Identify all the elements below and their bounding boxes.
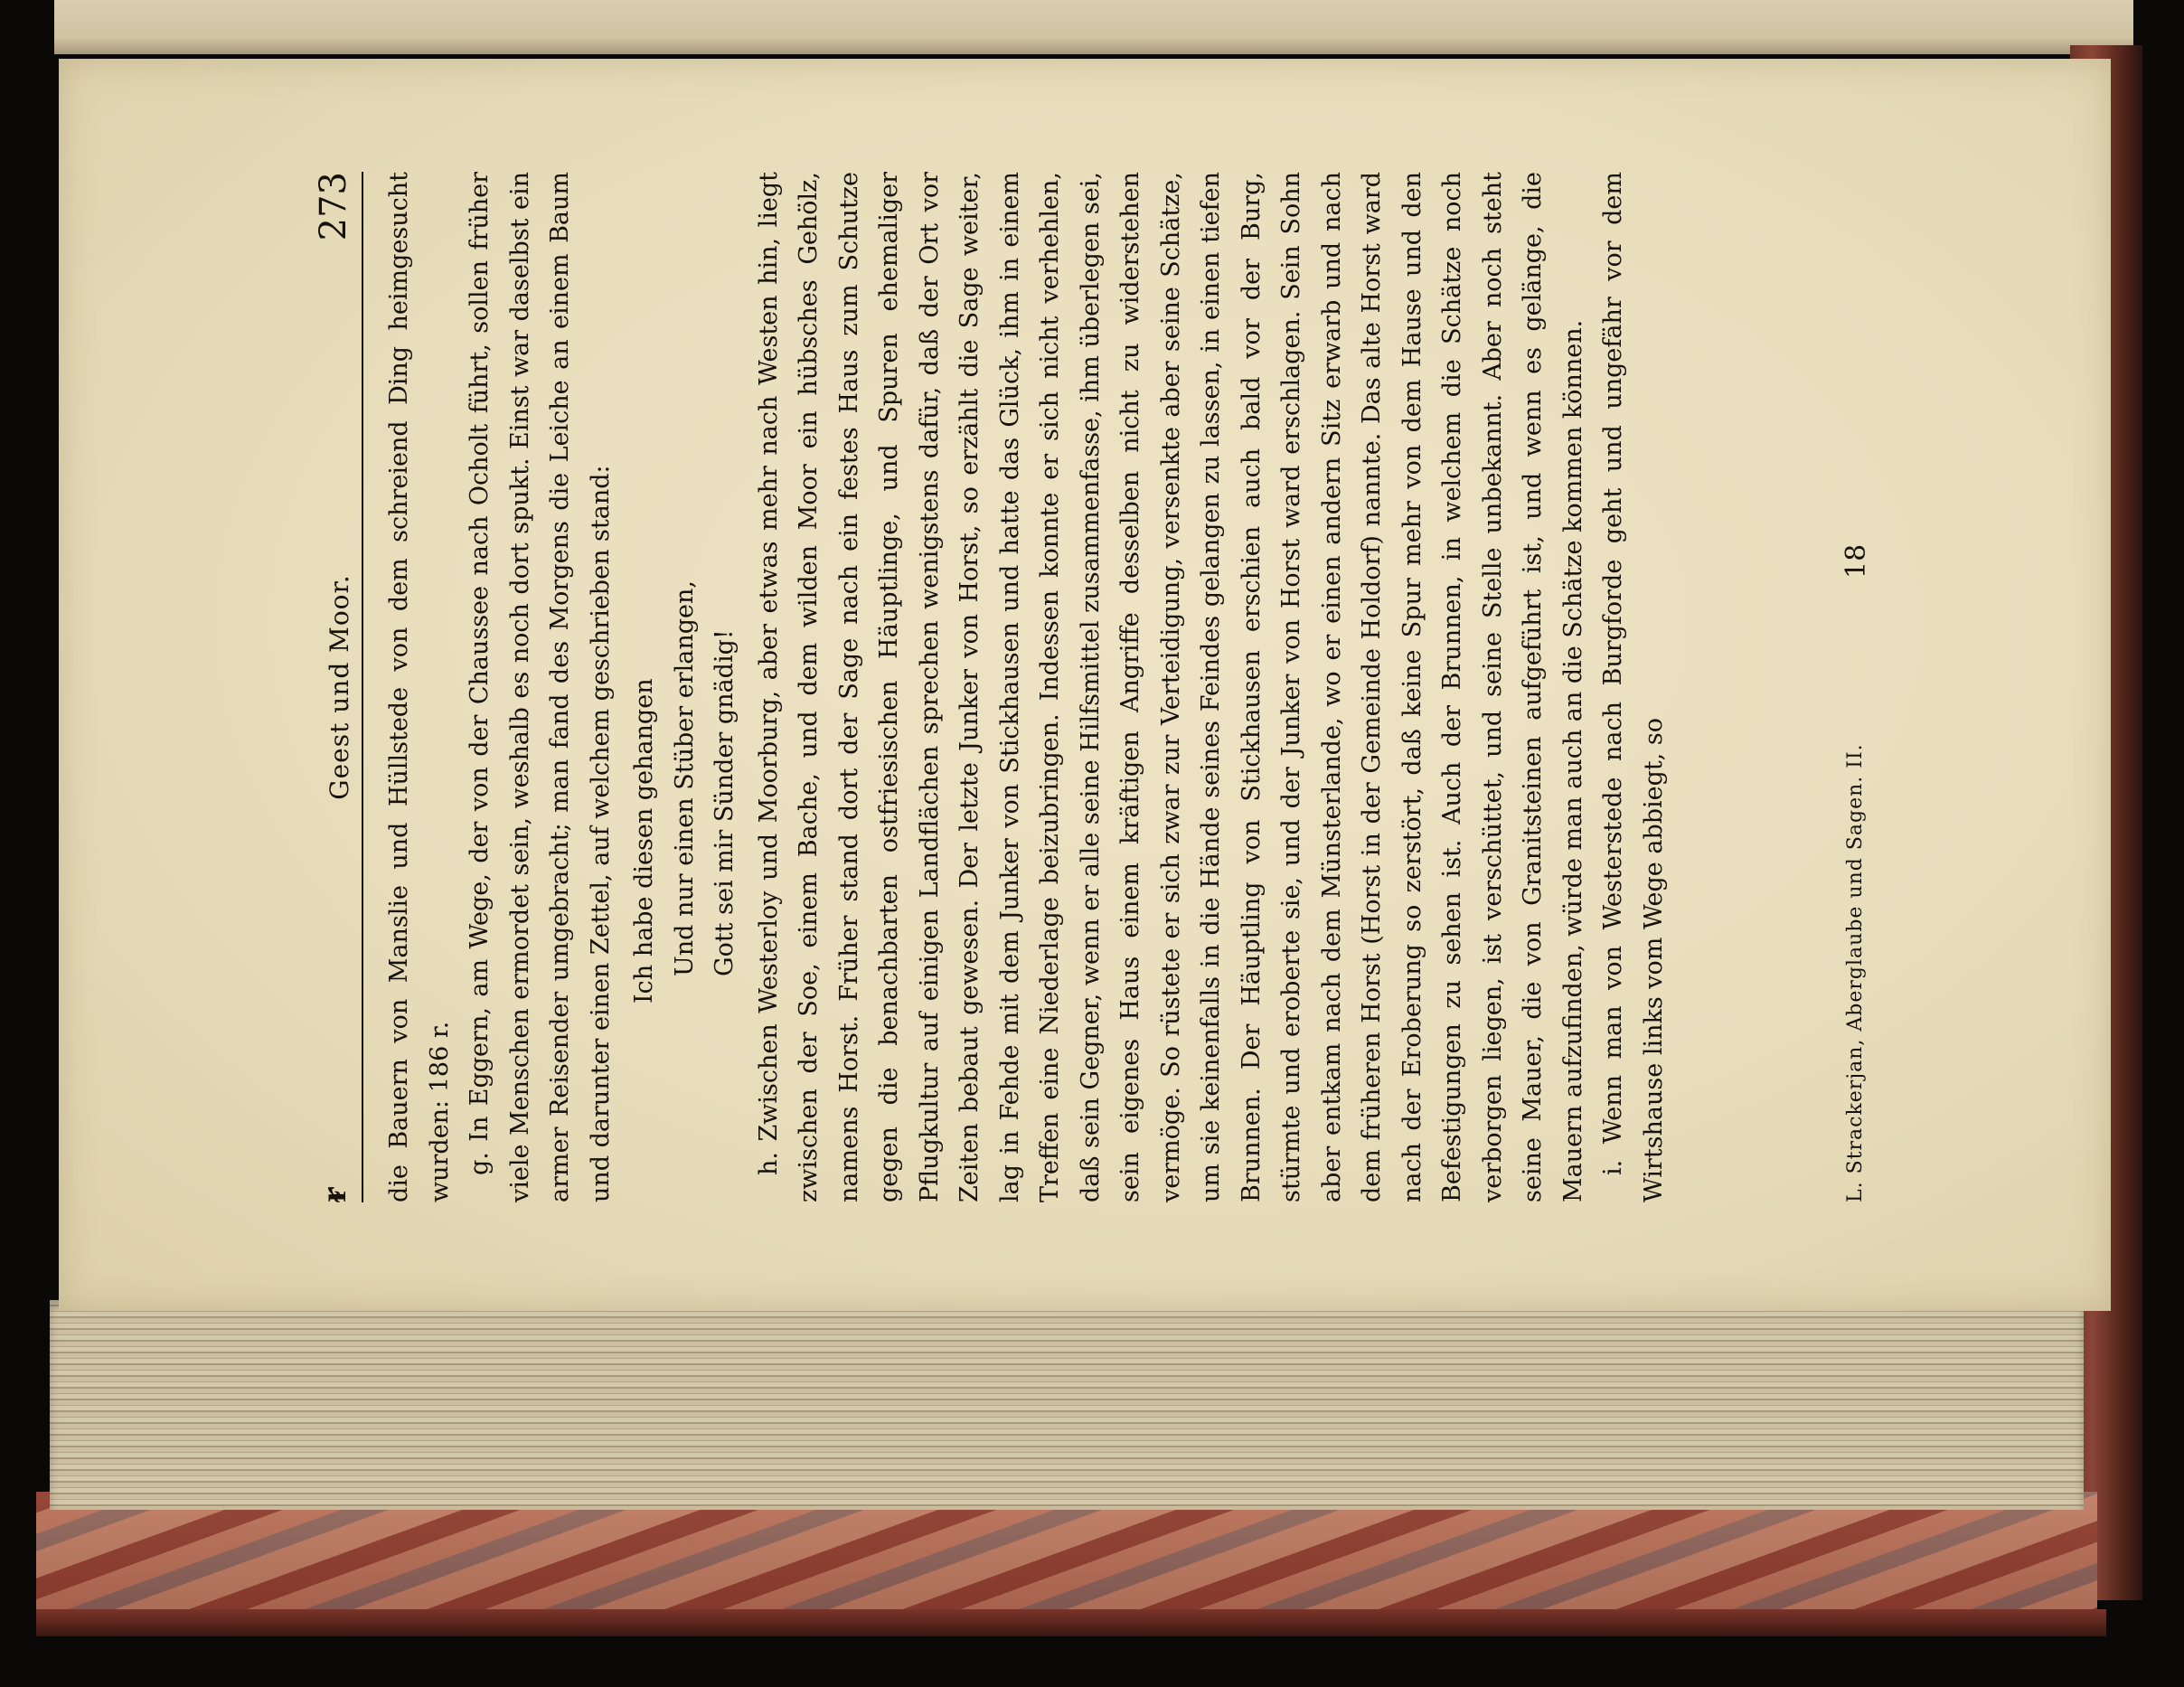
page-content <box>307 172 1889 1202</box>
running-title: Geest und Moor. <box>325 574 354 800</box>
paragraph: i. Wenn man von Westerstede nach Burgforde geht und ungefähr vor dem Wirtshause links vom Wege abbiegt, so <box>1599 172 1668 1202</box>
paragraph: h. Zwischen Westerloy und Moorburg, aber etwas mehr nach Westen hin, liegt zwischen der Soe, einem Bache, und dem wilden Moor ein hübsches Gehölz, namens Horst. Früher stand dort der Sage nach ein festes Haus zum Schutze gegen die benachbarten ostfriesischen Häuptlinge, und Spuren ehemaliger Pflugkultur auf einigen Landflächen sprechen wenigstens dafür, daß der Ort vor Zeiten bebaut gewesen. Der letzte Junker von Horst, so erzählt die Sage weiter, lag in Fehde mit dem Junker von Stickhausen und hatte das Glück, ihm in einem Treffen eine Niederlage beizubringen. Indessen konnte er sich nicht verhehlen, daß sein Gegner, wenn er alle seine Hilfsmittel zusammenfasse, ihm überlegen sei, sein eigenes Haus einem kräftigen Angriffe desselben nicht zu widerstehen vermöge. So rüstete er sich zwar zur Verteidigung, versenkte aber seine Schätze, um sie keinenfalls in die Hände seines Feindes gelangen zu lassen, in einen tiefen Brunnen. Der Häuptling von Stickhausen erschien auch bald vor der Burg, stürmte und eroberte sie, und der Junker von Horst ward erschlagen. Sein Sohn aber entkam nach dem Münsterlande, wo er einen andern Sitz erwarb und nach dem früheren Horst (Horst in der Gemeinde Holdorf) nannte. Das alte Horst ward nach der Eroberung so zerstört, daß keine Spur mehr von dem Hause und den Befestigungen zu sehen ist. Auch der Brunnen, in welchem die Schätze noch verborgen liegen, ist verschüttet, und seine Stelle unbekannt. Aber noch steht seine Mauer, die von Granitsteinen aufgeführt ist, und wenn es gelänge, die Mauern aufzufinden, würde man auch an die Schätze kommen können. <box>754 172 1587 1202</box>
page-number: 273 <box>313 172 354 241</box>
page-footer <box>1835 172 1880 1202</box>
paragraph: die Bauern von Manslie und Hüllstede von dem schreiend Ding heimgesucht wurden: 186 r. <box>385 172 454 1202</box>
verse-line: Gott sei mir Sünder gnädig! <box>711 629 739 976</box>
marbled-edge <box>36 1492 2097 1627</box>
page-stack <box>50 1300 2084 1510</box>
page-body <box>380 172 1674 1202</box>
book-top-board <box>54 0 2133 54</box>
verse-line: Ich habe diesen gehangen <box>630 678 658 1004</box>
section-mark: ᵲ <box>312 1186 354 1202</box>
verse-block <box>625 172 746 1202</box>
signature-mark: L. Strackerjan, Aberglaube und Sagen. II. <box>1844 743 1867 1202</box>
paragraph: g. In Eggern, am Wege, der von der Chaussee nach Ocholt führt, sollen früher viele Menschen ermordet sein, weshalb es noch dort spukt. Einst war daselbst ein armer Reisender umgebracht; man fand des Morgens die Leiche an einem Baum und darunter einen Zettel, auf welchem geschrieben stand: <box>466 172 615 1202</box>
running-head <box>307 172 363 1202</box>
verse-line: Und nur einen Stüber erlangen, <box>670 580 699 976</box>
signature-number: 18 <box>1840 543 1872 579</box>
binding-lip <box>36 1609 2106 1636</box>
